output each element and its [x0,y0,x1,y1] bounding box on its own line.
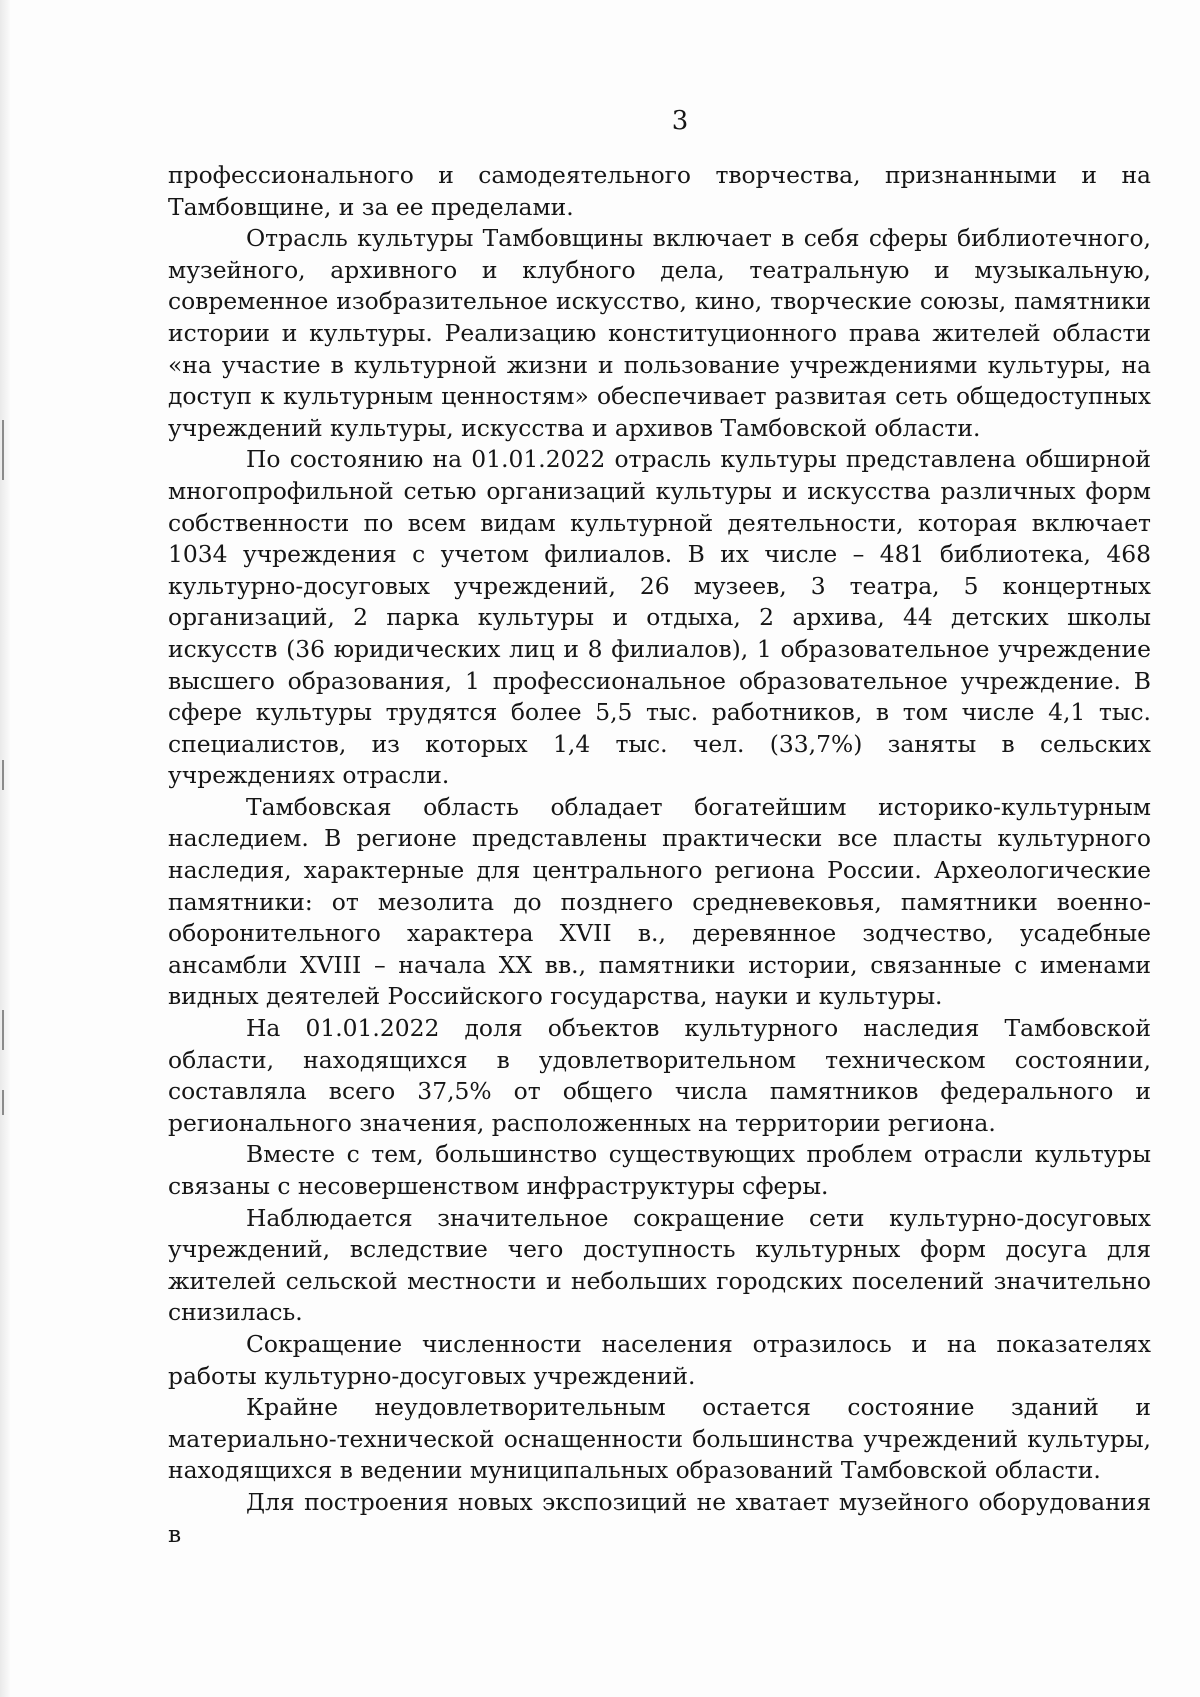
page-number: 3 [671,106,689,136]
scan-artifact [2,760,4,790]
scan-artifact [2,1090,4,1115]
paragraph: Сокращение численности населения отразилось и на показателях работы культурно-досуговых учреждений. [168,1329,1151,1390]
paragraph: Вместе с тем, большинство существующих проблем отрасли культуры связаны с несовершенством инфраструктуры сферы. [168,1140,1151,1200]
paragraph: Отрасль культуры Тамбовщины включает в себя сферы библиотечного, музейного, архивного и клубного дела, театральную и музыкальную, современное изобразительное искусство, кино, творческие союзы, памятники истории и культуры. Реализацию конституционного права жителей области «на участие в культурной жизни и пользование учреждениями культуры, на доступ к культурным ценностям» обеспечивает развитая сеть общедоступных учреждений культуры, искусства и архивов Тамбовской области. [168,224,1151,442]
scan-artifact [2,1010,4,1050]
paragraph: профессионального и самодеятельного творчества, признанными и на Тамбовщине, и за ее пределами. [168,161,1151,221]
scan-edge [0,0,10,1697]
scan-artifact [2,420,4,480]
paragraph: Тамбовская область обладает богатейшим историко-культурным наследием. В регионе представлены практически все пласты культурного наследия, характерные для центрального региона России. Археологические памятники: от мезолита до позднего средневековья, памятники военно-оборонительного характера XVII в., деревянное зодчество, усадебные ансамбли XVIII – начала XX вв., памятники истории, связанные с именами видных деятелей Российского государства, науки и культуры. [168,792,1151,1011]
paragraph: На 01.01.2022 доля объектов культурного наследия Тамбовской области, находящихся в удовлетворительном техническом состоянии, составляла всего 37,5% от общего числа памятников федерального и регионального значения, расположенных на территории региона. [168,1014,1151,1137]
paragraph: По состоянию на 01.01.2022 отрасль культуры представлена обширной многопрофильной сетью организаций культуры и искусства различных форм собственности по всем видам культурной деятельности, которая включает 1034 учреждения с учетом филиалов. В их числе – 481 библиотека, 468 культурно-досуговых учреждений, 26 музеев, 3 театра, 5 концертных организаций, 2 парка культуры и отдыха, 2 архива, 44 детских школы искусств (36 юридических лиц и 8 филиалов), 1 образовательное учреждение высшего образования, 1 профессиональное образовательное учреждение. В сфере культуры трудятся более 5,5 тыс. работников, в том числе 4,1 тыс. специалистов, из которых 1,4 тыс. чел. (33,7%) заняты в сельских учреждениях отрасли. [168,445,1151,790]
paragraph: Крайне неудовлетворительным остается состояние зданий и материально-технической оснащенности большинства учреждений культуры, находящихся в ведении муниципальных образований Тамбовской области. [168,1393,1151,1485]
document-body [168,160,1151,1550]
paragraph: Наблюдается значительное сокращение сети культурно-досуговых учреждений, вследствие чего доступность культурных форм досуга для жителей сельской местности и небольших городских поселений значительно снизилась. [168,1203,1151,1327]
paragraph: Для построения новых экспозиций не хватает музейного оборудования в [168,1487,1151,1548]
